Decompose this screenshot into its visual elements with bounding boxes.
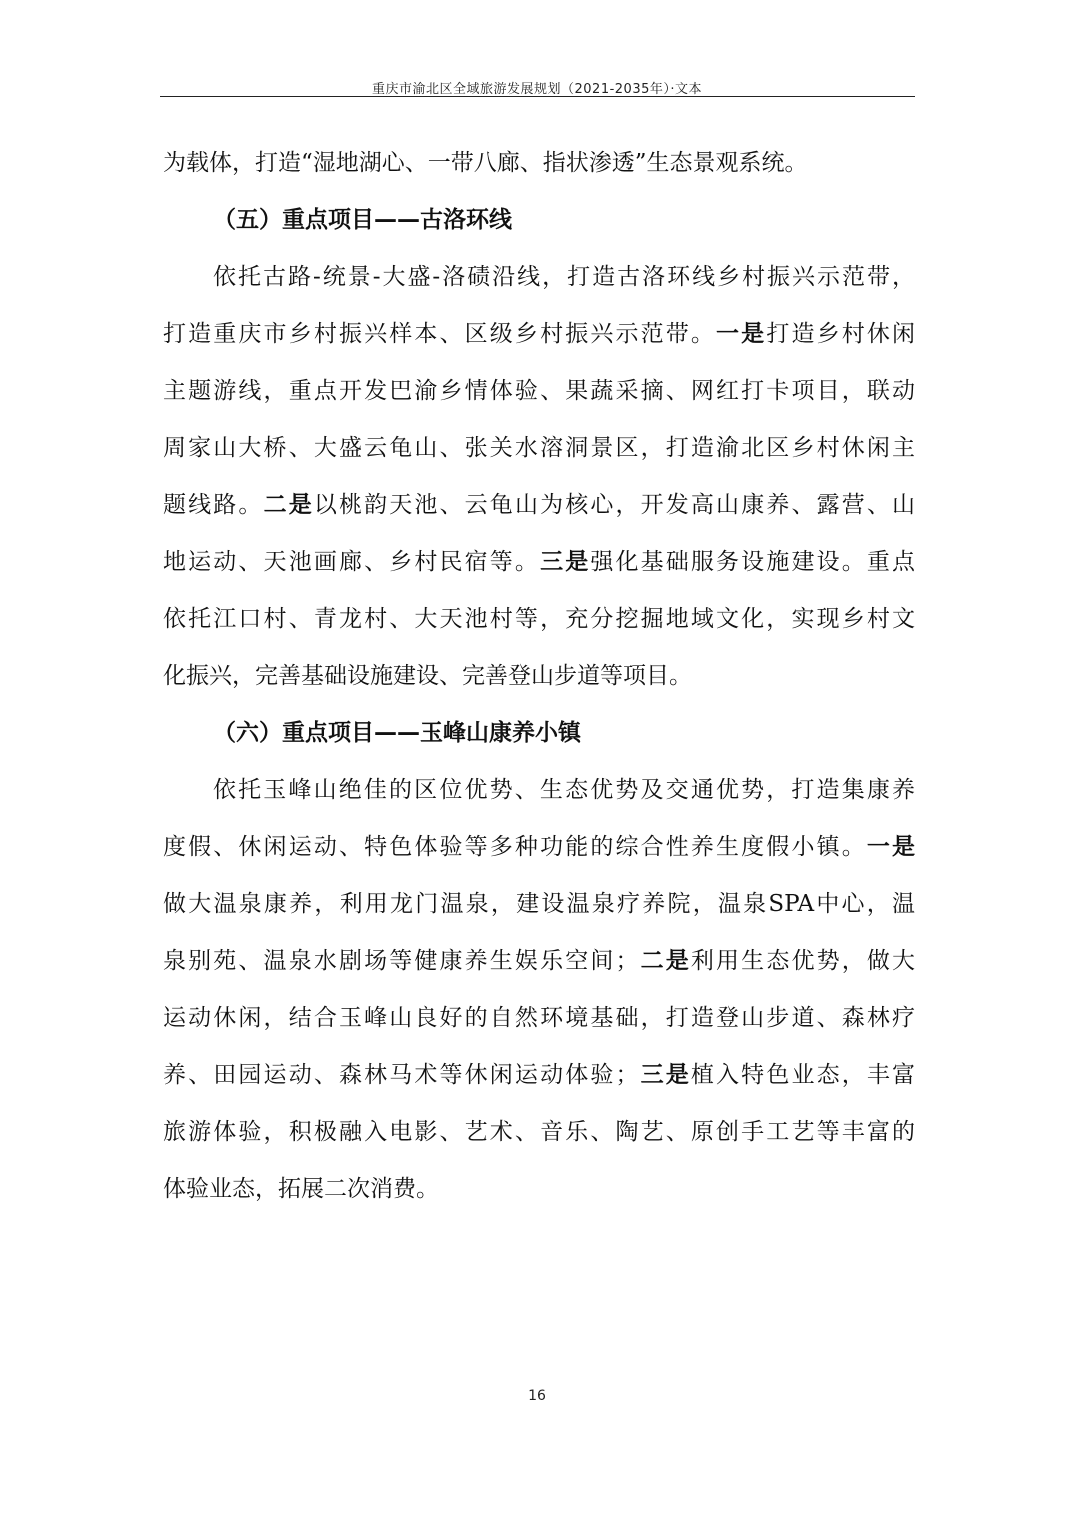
page-number: 16	[528, 1388, 546, 1404]
text-run: 泉别苑、温泉水剧场等健康养生娱乐空间；	[163, 948, 639, 974]
text-run: 打造重庆市乡村振兴样本、区级乡村振兴示范带。	[163, 321, 717, 347]
emphasis-marker: 一是	[716, 321, 767, 347]
paragraph-line	[163, 477, 915, 534]
paragraph-line: 主题游线，重点开发巴渝乡情体验、果蔬采摘、网红打卡项目，联动	[163, 378, 915, 404]
paragraph-line: 体验业态，拓展二次消费。	[163, 1176, 439, 1202]
paragraph-line: 周家山大桥、大盛云龟山、张关水溶洞景区，打造渝北区乡村休闲主	[163, 435, 915, 461]
text-run: 植入特色业态，丰富	[690, 1062, 916, 1088]
text-run: 强化基础服务设施建设。重点	[590, 549, 916, 575]
paragraph-line: 化振兴，完善基础设施建设、完善登山步道等项目。	[163, 663, 692, 689]
text-run: 以桃韵天池、云龟山为核心，开发高山康养、露营、山	[313, 492, 916, 518]
emphasis-marker: 一是	[866, 834, 916, 860]
emphasis-marker: 二是	[638, 948, 691, 974]
paragraph-line: 旅游体验，积极融入电影、艺术、音乐、陶艺、原创手工艺等丰富的	[163, 1119, 915, 1145]
paragraph-line	[163, 819, 915, 876]
paragraph-line	[163, 1047, 915, 1104]
paragraph-line: 依托玉峰山绝佳的区位优势、生态优势及交通优势，打造集康养	[213, 777, 915, 803]
emphasis-marker: 三是	[638, 1062, 691, 1088]
paragraph-line	[163, 306, 915, 363]
text-run: 打造乡村休闲	[766, 321, 916, 347]
emphasis-marker: 二是	[263, 492, 314, 518]
text-run: 利用生态优势，做大	[690, 948, 916, 974]
paragraph-line	[163, 933, 915, 990]
text-run: 养、田园运动、森林马术等休闲运动体验；	[163, 1062, 639, 1088]
paragraph-line: 依托江口村、青龙村、大天池村等，充分挖掘地域文化，实现乡村文	[163, 606, 915, 632]
section-heading-5: （五）重点项目——古洛环线	[213, 207, 512, 233]
header-rule	[160, 96, 915, 97]
text-run: 度假、休闲运动、特色体验等多种功能的综合性养生度假小镇。	[163, 834, 867, 860]
text-run: 题线路。	[163, 492, 264, 518]
document-body	[163, 135, 915, 1218]
paragraph-line: 做大温泉康养，利用龙门温泉，建设温泉疗养院，温泉SPA中心，温	[163, 891, 915, 917]
paragraph-line: 为载体，打造“湿地湖心、一带八廊、指状渗透”生态景观系统。	[163, 150, 808, 176]
running-header: 重庆市渝北区全域旅游发展规划（2021-2035年）·文本	[372, 82, 702, 97]
paragraph-line	[163, 534, 915, 591]
text-run: 地运动、天池画廊、乡村民宿等。	[163, 549, 541, 575]
emphasis-marker: 三是	[540, 549, 591, 575]
paragraph-line: 依托古路-统景-大盛-洛碛沿线，打造古洛环线乡村振兴示范带，	[213, 264, 915, 290]
section-heading-6: （六）重点项目——玉峰山康养小镇	[213, 720, 581, 746]
paragraph-line: 运动休闲，结合玉峰山良好的自然环境基础，打造登山步道、森林疗	[163, 1005, 915, 1031]
